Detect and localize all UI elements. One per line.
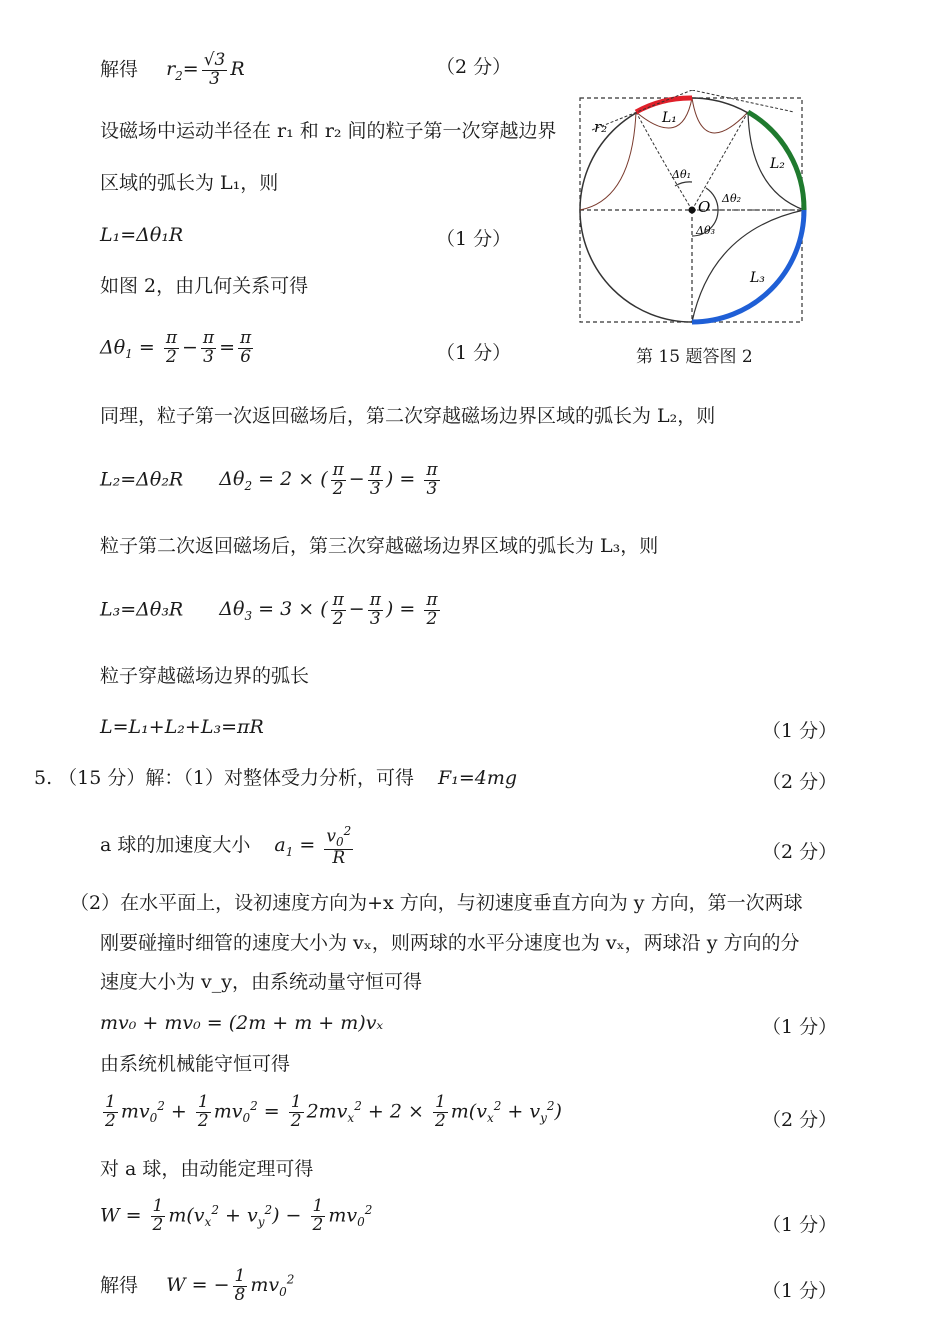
label-dtheta2: Δθ₂ bbox=[722, 192, 741, 205]
formula-line-10 bbox=[100, 592, 443, 629]
formula-work: W = $\frac{1}{2}$ $m(v_x^2 + v_y^2)$ − $\frac{1}{2}$ $mv_0^2$ bbox=[100, 1196, 373, 1235]
text-line-16: 刚要碰撞时细管的速度大小为 vₓ，则两球的水平分速度也为 vₓ，两球沿 y 方向的分 bbox=[100, 932, 800, 954]
path-arc-1 bbox=[580, 112, 636, 210]
formula-energy: $\frac{1}{2}$ $mv_0^2$ + $\frac{1}{2}$ $mv_0^2$ = $\frac{1}{2}$ $2mv_x^2 + 2$ × $\frac{1}{2}$ $m(v_x^2 + v_y^2)$ bbox=[105, 1092, 562, 1131]
points-line14: （2 分） bbox=[762, 841, 838, 863]
points-line20: （2 分） bbox=[762, 1109, 838, 1131]
points-line23: （1 分） bbox=[762, 1280, 838, 1302]
points-line1: （2 分） bbox=[436, 56, 512, 78]
points-line4: （1 分） bbox=[436, 228, 512, 250]
answer-figure-2 bbox=[572, 90, 812, 330]
formula-L1: L₁=Δθ₁R bbox=[100, 224, 184, 246]
figure-caption: 第 15 题答图 2 bbox=[636, 347, 753, 367]
text-line-5: 如图 2，由几何关系可得 bbox=[100, 275, 309, 297]
center-point bbox=[689, 207, 696, 214]
points-line6: （1 分） bbox=[436, 342, 512, 364]
formula-line-8 bbox=[100, 462, 443, 499]
text-line-14 bbox=[100, 825, 356, 867]
points-line22: （1 分） bbox=[762, 1214, 838, 1236]
text-line-3: 区域的弧长为 L₁，则 bbox=[100, 172, 279, 194]
line-prefix-jiede-2: 解得 bbox=[100, 1274, 139, 1297]
text-line-17: 速度大小为 v_y，由系统动量守恒可得 bbox=[100, 971, 423, 993]
text-line-11: 粒子穿越磁场边界的弧长 bbox=[100, 665, 310, 687]
formula-dtheta1: $\Delta\theta_1$ = $\frac{\pi}{2}$ − $\frac{\pi}{3}$ = $\frac{\pi}{6}$ bbox=[100, 328, 252, 367]
formula-a1: $a_1$ = $\frac{v_0^2}{R}$ bbox=[274, 824, 352, 868]
tangent-dashed-right bbox=[692, 90, 794, 112]
label-L3: L₃ bbox=[750, 270, 765, 286]
points-line12: （1 分） bbox=[762, 720, 838, 742]
formula-L3: L₃=Δθ₃R bbox=[100, 598, 184, 621]
label-L1: L₁ bbox=[662, 110, 677, 126]
formula-momentum: mv₀ + mv₀ = (2m + m + m)vₓ bbox=[100, 1012, 384, 1034]
points-line18: （1 分） bbox=[762, 1016, 838, 1038]
text-line-2: 设磁场中运动半径在 r₁ 和 r₂ 间的粒子第一次穿越边界 bbox=[100, 120, 557, 142]
text-line-21: 对 a 球，由动能定理可得 bbox=[100, 1158, 314, 1180]
angle-arc-1 bbox=[675, 182, 692, 186]
text-line-7: 同理，粒子第一次返回磁场后，第二次穿越磁场边界区域的弧长为 L₂，则 bbox=[100, 405, 716, 427]
solution-line-W bbox=[100, 1268, 294, 1305]
label-dtheta1: Δθ₁ bbox=[672, 168, 691, 181]
formula-W-result: W = − $\frac{1}{8}$ $mv_0^2$ bbox=[166, 1266, 295, 1305]
formula-F1: F₁=4mg bbox=[438, 767, 518, 789]
formula-L-total: L=L₁+L₂+L₃=πR bbox=[100, 716, 264, 738]
radius-dashed-1 bbox=[636, 112, 692, 210]
formula-dtheta2: $\Delta\theta_2 = 2$ × ( $\frac{\pi}{2}$ − $\frac{\pi}{3}$ ) = $\frac{\pi}{3}$ bbox=[219, 460, 438, 499]
label-r2: r₂ bbox=[594, 118, 608, 136]
text-line-9: 粒子第二次返回磁场后，第三次穿越磁场边界区域的弧长为 L₃，则 bbox=[100, 535, 659, 557]
formula-L2: L₂=Δθ₂R bbox=[100, 468, 184, 491]
text-line-19: 由系统机械能守恒可得 bbox=[100, 1053, 291, 1075]
question-16-header bbox=[34, 767, 517, 790]
solution-line-r2 bbox=[100, 52, 245, 89]
label-O: O bbox=[698, 198, 711, 216]
label-L2: L₂ bbox=[770, 156, 785, 172]
formula-r2: $r_2=$ $\frac{√3}{3}$ R bbox=[166, 50, 245, 89]
line-prefix-jiede: 解得 bbox=[100, 58, 139, 81]
text-line-15: （2）在水平面上，设初速度方向为+x 方向，与初速度垂直方向为 y 方向，第一次两球 bbox=[70, 892, 803, 914]
formula-dtheta3: $\Delta\theta_3 = 3$ × ( $\frac{\pi}{2}$ − $\frac{\pi}{3}$ ) = $\frac{\pi}{2}$ bbox=[219, 590, 438, 629]
accel-label: a 球的加速度大小 bbox=[100, 834, 251, 857]
points-line13: （2 分） bbox=[762, 771, 838, 793]
label-dtheta3: Δθ₃ bbox=[696, 224, 715, 237]
q16-text: 5. （15 分）解：（1）对整体受力分析，可得 bbox=[34, 767, 414, 789]
